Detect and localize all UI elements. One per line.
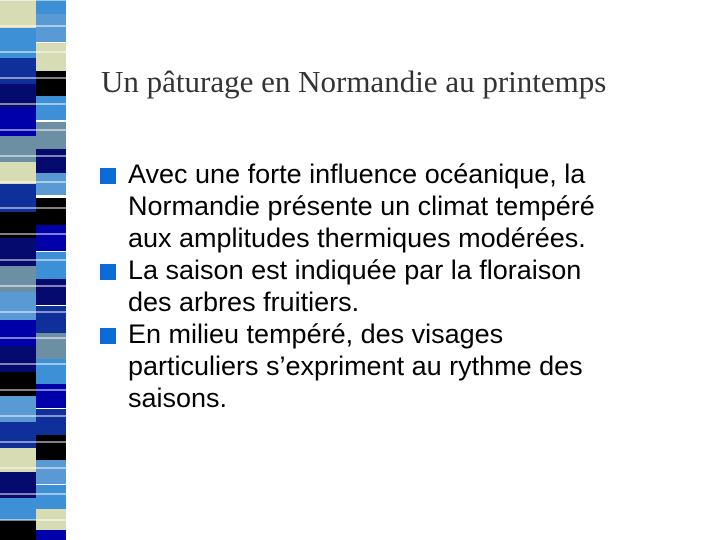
- square-bullet-icon: [100, 264, 116, 280]
- stripe-block: [36, 43, 66, 73]
- stripe-block: [36, 333, 66, 359]
- stripe-block: [36, 306, 66, 334]
- stripe-block: [36, 149, 66, 175]
- bullet-line: saisons.: [128, 383, 228, 413]
- stripe-block: [36, 485, 66, 511]
- stripe-block: [0, 136, 36, 162]
- stripe-block: [0, 520, 36, 540]
- stripe-block: [0, 320, 36, 346]
- square-bullet-icon: [100, 328, 116, 344]
- stripe-block: [0, 266, 36, 292]
- stripe-block: [36, 0, 66, 14]
- stripe-block: [0, 162, 36, 184]
- stripe-block: [36, 435, 66, 461]
- stripe-block: [0, 238, 36, 266]
- stripe-block: [36, 225, 66, 251]
- stripe-block: [36, 530, 66, 540]
- stripe-block: [36, 71, 66, 97]
- stripe-block: [36, 96, 66, 120]
- bullet-item: [100, 158, 700, 254]
- bullet-line: La saison est indiquée par la floraison: [128, 255, 582, 285]
- bullet-line: En milieu tempéré, des visages: [128, 319, 504, 349]
- stripe-block: [36, 460, 66, 484]
- stripe-block: [36, 173, 66, 195]
- bullet-list: [100, 158, 700, 414]
- stripe-block: [36, 122, 66, 150]
- bullet-item: [100, 254, 700, 318]
- stripe-block: [0, 346, 36, 372]
- stripe-block: [0, 372, 36, 396]
- stripe-block: [0, 396, 36, 422]
- stripe-block: [0, 498, 36, 520]
- stripe-block: [0, 28, 36, 58]
- bullet-line: aux amplitudes thermiques modérées.: [128, 223, 586, 253]
- stripe-block: [36, 279, 66, 305]
- bullet-line: particuliers s’expriment au rythme des: [128, 351, 583, 381]
- stripe-block: [36, 359, 66, 385]
- stripe-block: [36, 14, 66, 42]
- stripe-block: [0, 0, 36, 28]
- stripe-block: [0, 292, 36, 320]
- stripe-block: [0, 58, 36, 84]
- stripe-block: [36, 252, 66, 280]
- stripe-block: [36, 409, 66, 435]
- decorative-stripe: [0, 0, 66, 540]
- slide-title: Un pâturage en Normandie au printemps: [101, 64, 607, 99]
- square-bullet-icon: [100, 168, 116, 184]
- stripe-block: [36, 198, 66, 226]
- bullet-line: Normandie présente un climat tempéré: [128, 191, 595, 221]
- stripe-block: [36, 384, 66, 408]
- bullet-item: [100, 318, 700, 414]
- stripe-block: [0, 422, 36, 448]
- bullet-line: Avec une forte influence océanique, la: [128, 159, 586, 189]
- bullet-line: des arbres fruitiers.: [128, 287, 360, 317]
- stripe-block: [0, 108, 36, 136]
